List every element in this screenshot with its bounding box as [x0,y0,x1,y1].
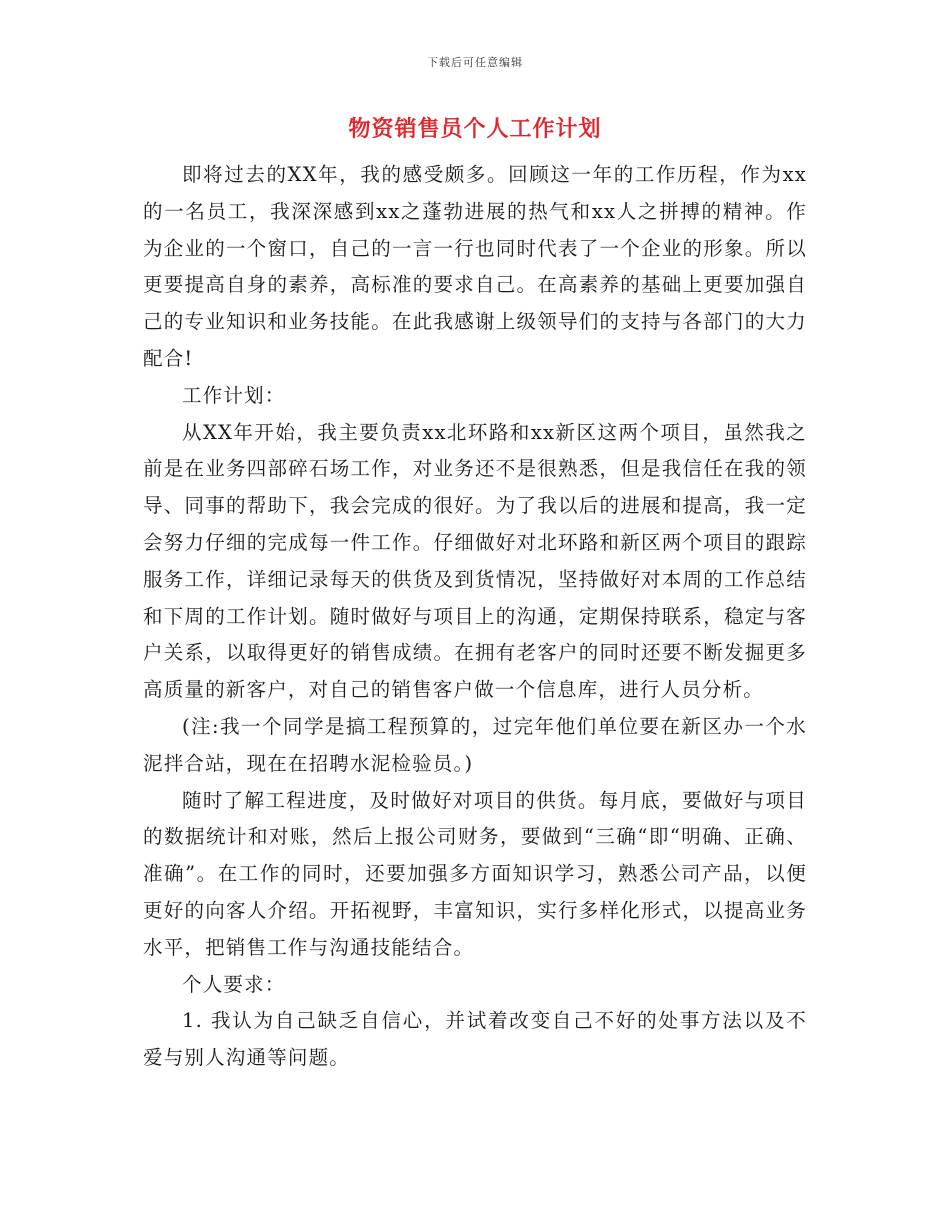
paragraph-work-plan-heading: 工作计划： [182,383,286,407]
paragraph-work-plan: 从XX年开始，我主要负责xx北环路和xx新区这两个项目，虽然我之前是在业务四部碎石场工作，对业务还不是很熟悉，但是我信任在我的领导、同事的帮助下，我会完成的很好。为了我以后的进展和提高，我一定会努力仔细的完成每一件工作。仔细做好对北环路和新区两个项目的跟踪服务工作，详细记录每天的供货及到货情况，坚持做好对本周的工作总结和下周的工作计划。随时做好与项目上的沟通，定期保持联系，稳定与客户关系，以取得更好的销售成绩。在拥有老客户的同时还要不断发掘更多高质量的新客户，对自己的销售客户做一个信息库，进行人员分析。 [143,420,807,702]
paragraph-personal-item-1: 1. 我认为自己缺乏自信心，并试着改变自己不好的处事方法以及不爱与别人沟通等问题。 [143,1009,807,1070]
paragraph-intro: 即将过去的XX年，我的感受颇多。回顾这一年的工作历程，作为xx的一名员工，我深深感到xx之蓬勃进展的热气和xx人之拼搏的精神。作为企业的一个窗口，自己的一言一行也同时代表了一个企业的形象。所以更要提高自身的素养，高标准的要求自己。在高素养的基础上更要加强自己的专业知识和业务技能。在此我感谢上级领导们的支持与各部门的大力配合! [143,163,807,370]
header-note: 下载后可任意编辑 [427,56,523,69]
paragraph-note: (注:我一个同学是搞工程预算的，过完年他们单位要在新区办一个水泥拌合站，现在在招聘水泥检验员。) [143,714,807,775]
paragraph-personal-heading: 个人要求： [182,972,286,996]
paragraph-progress: 随时了解工程进度，及时做好对项目的供货。每月底，要做好与项目的数据统计和对账，然后上报公司财务，要做到“三确“即“明确、正确、准确”。在工作的同时，还要加强多方面知识学习，熟悉公司产品，以便更好的向客人介绍。开拓视野，丰富知识，实行多样化形式，以提高业务水平，把销售工作与沟通技能结合。 [143,788,807,959]
document-body [143,157,807,1077]
document-title: 物资销售员个人工作计划 [348,116,602,142]
